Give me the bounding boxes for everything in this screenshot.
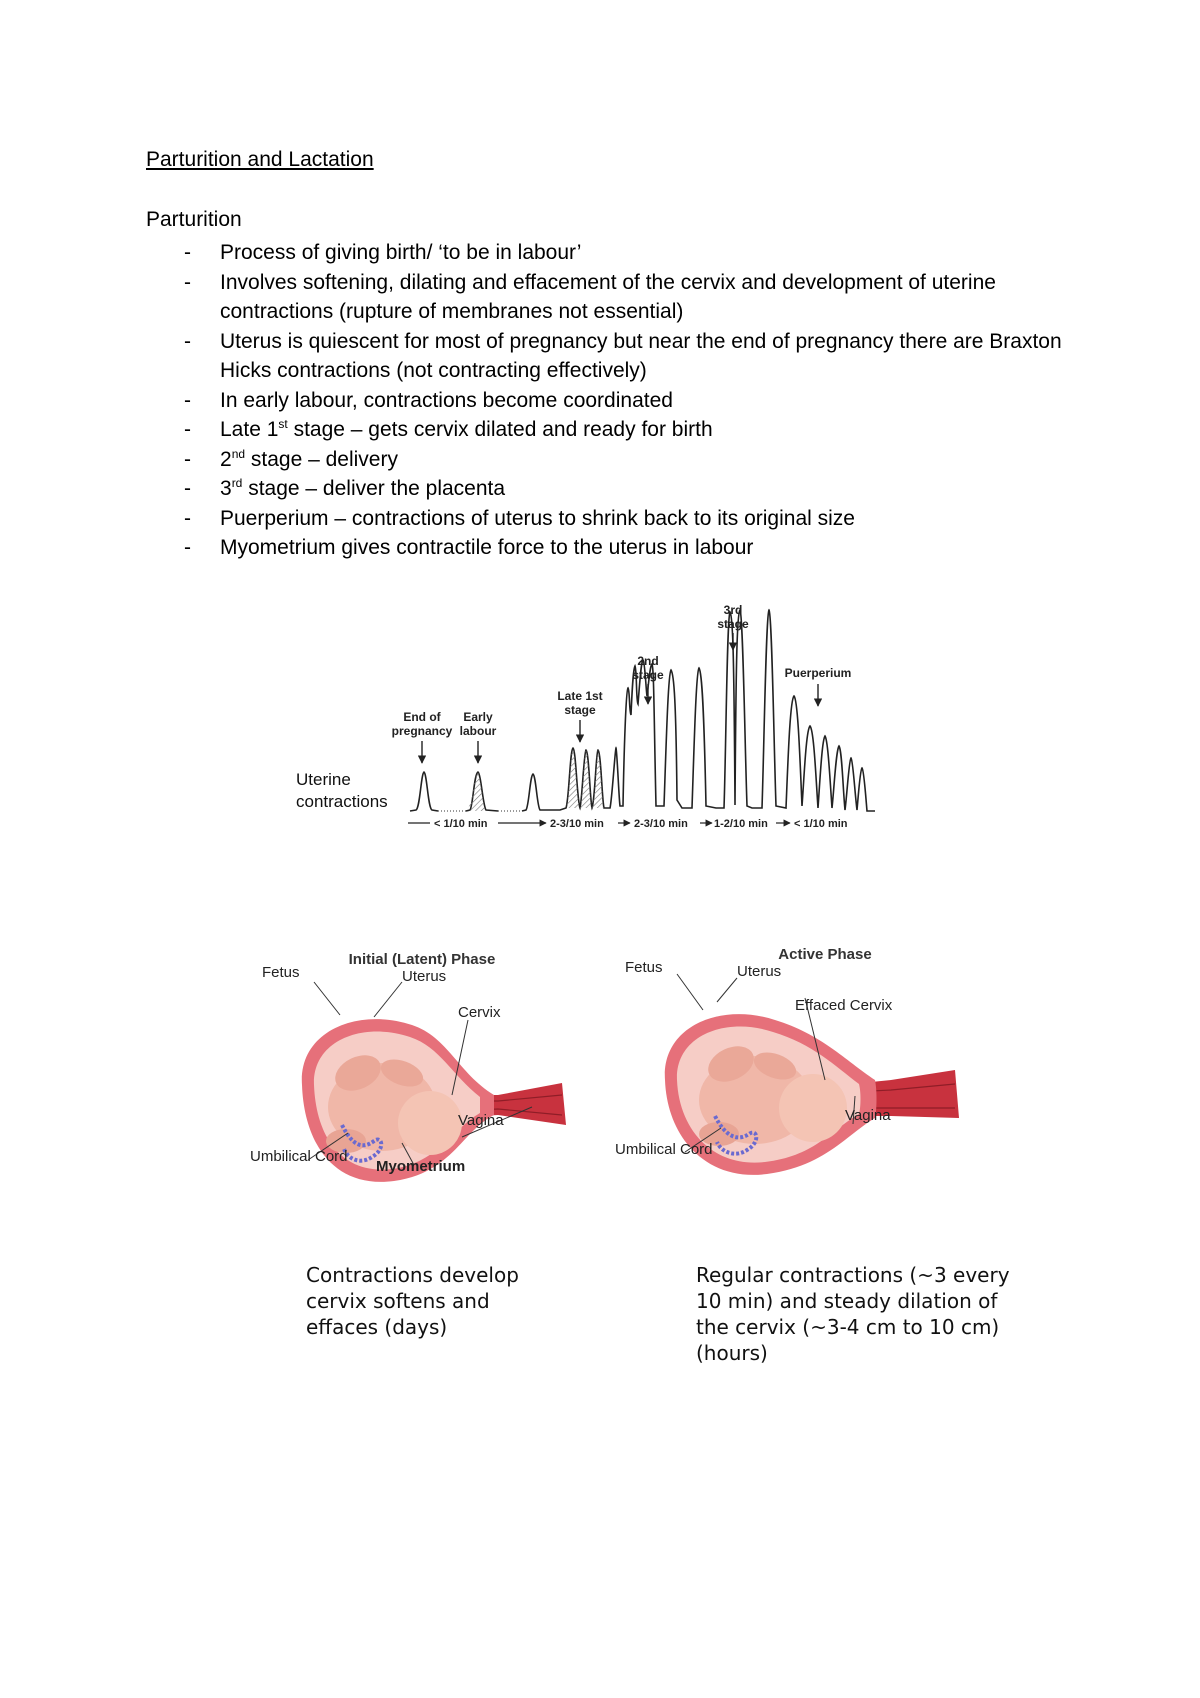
label-early-labour-2: labour — [459, 724, 497, 738]
list-item: - Puerperium – contractions of uterus to shrink back to its original size — [184, 506, 855, 530]
frequency-label-2: 2-3/10 min — [550, 818, 604, 830]
active-label-uterus: Uterus — [737, 963, 782, 980]
frequency-label-1: < 1/10 min — [434, 818, 488, 830]
list-item: - Myometrium gives contractile force to the uterus in labour — [184, 536, 754, 559]
document-title: Parturition and Lactation — [146, 148, 374, 171]
label-late-first-1: Late 1st — [557, 689, 603, 703]
latent-label-cord: Umbilical Cord — [250, 1148, 348, 1165]
latent-label-fetus: Fetus — [262, 964, 300, 981]
label-late-first-2: stage — [564, 703, 596, 717]
section-heading: Parturition — [146, 208, 242, 231]
y-axis-label-line2: contractions — [296, 792, 388, 811]
bullet-list — [146, 238, 1086, 563]
latent-label-vagina: Vagina — [458, 1112, 504, 1129]
latent-phase-title: Initial (Latent) Phase — [348, 951, 496, 968]
list-item: - Involves softening, dilating and effacement of the cervix and development of uterine contractions (rupture of membranes not essential) — [184, 270, 996, 323]
label-third-1: 3rd — [723, 603, 743, 617]
uterine-contractions-figure — [290, 600, 910, 840]
active-label-cord: Umbilical Cord — [615, 1141, 713, 1158]
list-item: - Process of giving birth/ ‘to be in labour’ — [184, 241, 582, 264]
latent-phase-caption: Contractions develop cervix softens and effaces (days) — [306, 1263, 519, 1339]
frequency-label-5: < 1/10 min — [794, 818, 848, 830]
label-end-of-pregnancy-1: End of — [403, 710, 441, 724]
frequency-label-4: 1-2/10 min — [714, 818, 768, 830]
active-phase-caption: Regular contractions (~3 every 10 min) and steady dilation of the cervix (~3-4 cm to 10 cm) (hours) — [696, 1263, 1010, 1365]
label-puerperium: Puerperium — [784, 666, 852, 680]
label-end-of-pregnancy-2: pregnancy — [391, 724, 453, 738]
list-item: - 3rd stage – deliver the placenta — [184, 476, 506, 500]
list-item: - Late 1st stage – gets cervix dilated and ready for birth — [184, 417, 713, 441]
active-label-vagina: Vagina — [845, 1107, 891, 1124]
latent-phase-figure — [250, 945, 602, 1225]
latent-label-myometrium: Myometrium — [376, 1158, 466, 1175]
label-third-2: stage — [717, 617, 749, 631]
active-label-fetus: Fetus — [625, 959, 663, 976]
active-label-effaced-cervix: Effaced Cervix — [795, 997, 893, 1014]
label-early-labour-1: Early — [463, 710, 493, 724]
label-second-2: stage — [632, 668, 664, 682]
label-second-1: 2nd — [637, 654, 659, 668]
active-phase-title: Active Phase — [778, 946, 872, 963]
list-item: - In early labour, contractions become coordinated — [184, 388, 673, 412]
latent-label-cervix: Cervix — [458, 1004, 501, 1021]
latent-label-uterus: Uterus — [402, 968, 447, 985]
y-axis-label-line1: Uterine — [296, 770, 351, 789]
frequency-label-3: 2-3/10 min — [634, 818, 688, 830]
active-phase-figure — [615, 940, 995, 1220]
list-item: - Uterus is quiescent for most of pregnancy but near the end of pregnancy there are Braxton Hicks contractions (not contracting effectively) — [184, 329, 1062, 382]
list-item: - 2nd stage – delivery — [184, 446, 398, 471]
